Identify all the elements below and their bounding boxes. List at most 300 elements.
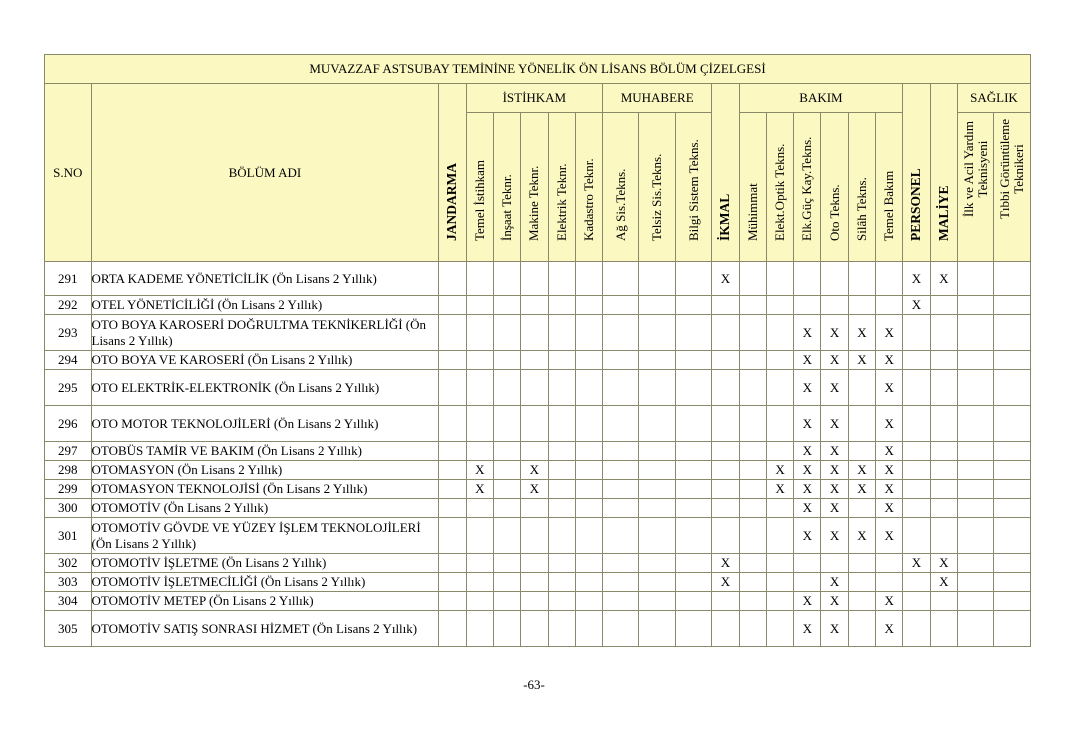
row-mark-cell <box>548 554 575 573</box>
row-mark-cell <box>639 480 675 499</box>
row-mark-cell <box>930 442 957 461</box>
row-mark-cell <box>766 351 793 370</box>
row-mark-cell <box>712 518 739 554</box>
row-mark-cell <box>603 554 639 573</box>
column-header: İKMAL <box>712 84 739 262</box>
row-mark-cell <box>466 296 493 315</box>
row-mark-cell <box>466 573 493 592</box>
row-mark-cell <box>794 554 821 573</box>
row-mark-cell: X <box>821 315 848 351</box>
row-mark-cell: X <box>766 461 793 480</box>
row-mark-cell <box>548 480 575 499</box>
row-mark-cell <box>493 296 520 315</box>
row-mark-cell <box>493 315 520 351</box>
row-mark-cell: X <box>821 406 848 442</box>
row-mark-cell <box>848 296 875 315</box>
row-mark-cell <box>957 370 993 406</box>
row-mark-cell <box>548 406 575 442</box>
row-mark-cell: X <box>876 480 903 499</box>
row-mark-cell: X <box>903 554 930 573</box>
row-mark-cell <box>439 573 466 592</box>
row-mark-cell <box>994 262 1031 296</box>
column-header: Silâh Tekns. <box>848 113 875 262</box>
row-mark-cell <box>675 315 711 351</box>
row-mark-cell <box>848 499 875 518</box>
row-mark-cell <box>439 499 466 518</box>
row-sno: 292 <box>45 296 92 315</box>
table-row <box>45 554 1031 573</box>
row-mark-cell <box>766 573 793 592</box>
row-mark-cell <box>575 592 602 611</box>
row-mark-cell <box>930 370 957 406</box>
row-mark-cell: X <box>821 442 848 461</box>
row-mark-cell <box>493 499 520 518</box>
row-mark-cell <box>575 461 602 480</box>
row-mark-cell <box>603 611 639 647</box>
row-mark-cell <box>739 611 766 647</box>
row-mark-cell <box>994 518 1031 554</box>
row-mark-cell <box>603 499 639 518</box>
row-mark-cell <box>639 554 675 573</box>
row-mark-cell: X <box>821 499 848 518</box>
row-department-name: OTOMOTİV METEP (Ön Lisans 2 Yıllık) <box>91 592 439 611</box>
row-mark-cell <box>575 406 602 442</box>
row-mark-cell: X <box>766 480 793 499</box>
row-mark-cell <box>739 573 766 592</box>
row-mark-cell <box>493 351 520 370</box>
row-mark-cell <box>548 573 575 592</box>
row-mark-cell <box>712 480 739 499</box>
row-mark-cell <box>876 573 903 592</box>
row-mark-cell <box>739 315 766 351</box>
row-mark-cell <box>712 370 739 406</box>
row-mark-cell <box>930 461 957 480</box>
row-mark-cell: X <box>876 442 903 461</box>
row-department-name: OTOMOTİV İŞLETMECİLİĞİ (Ön Lisans 2 Yıllık) <box>91 573 439 592</box>
row-mark-cell <box>739 554 766 573</box>
row-mark-cell <box>603 370 639 406</box>
row-mark-cell <box>903 592 930 611</box>
row-mark-cell <box>548 315 575 351</box>
row-mark-cell: X <box>876 370 903 406</box>
row-mark-cell <box>466 499 493 518</box>
row-mark-cell <box>957 592 993 611</box>
row-sno: 300 <box>45 499 92 518</box>
row-mark-cell <box>493 480 520 499</box>
row-mark-cell <box>848 442 875 461</box>
column-header: Elekt.Optik Tekns. <box>766 113 793 262</box>
row-mark-cell <box>930 480 957 499</box>
department-chart-table <box>44 54 1031 647</box>
row-mark-cell: X <box>821 611 848 647</box>
row-mark-cell <box>903 480 930 499</box>
row-mark-cell: X <box>466 480 493 499</box>
row-mark-cell <box>493 370 520 406</box>
row-mark-cell <box>930 351 957 370</box>
page-number: -63- <box>523 677 545 692</box>
column-header: PERSONEL <box>903 84 930 262</box>
row-department-name: OTO BOYA KAROSERİ DOĞRULTMA TEKNİKERLİĞİ (Ön Lisans 2 Yıllık) <box>91 315 439 351</box>
row-mark-cell: X <box>521 461 548 480</box>
row-mark-cell <box>994 611 1031 647</box>
row-mark-cell <box>439 480 466 499</box>
row-mark-cell <box>739 592 766 611</box>
row-mark-cell <box>439 518 466 554</box>
table-row <box>45 262 1031 296</box>
row-sno: 291 <box>45 262 92 296</box>
row-mark-cell <box>994 406 1031 442</box>
row-mark-cell <box>903 442 930 461</box>
row-mark-cell <box>994 592 1031 611</box>
row-mark-cell <box>521 262 548 296</box>
row-mark-cell <box>675 554 711 573</box>
row-mark-cell <box>930 518 957 554</box>
column-header: MALİYE <box>930 84 957 262</box>
row-mark-cell: X <box>903 262 930 296</box>
table-row <box>45 351 1031 370</box>
row-mark-cell <box>439 315 466 351</box>
row-mark-cell <box>521 296 548 315</box>
row-mark-cell <box>876 262 903 296</box>
row-mark-cell <box>994 442 1031 461</box>
row-mark-cell <box>766 499 793 518</box>
row-mark-cell <box>712 461 739 480</box>
row-mark-cell <box>712 406 739 442</box>
row-mark-cell <box>739 518 766 554</box>
row-mark-cell: X <box>930 573 957 592</box>
row-mark-cell <box>930 592 957 611</box>
row-department-name: OTOBÜS TAMİR VE BAKIM (Ön Lisans 2 Yıllık) <box>91 442 439 461</box>
row-sno: 293 <box>45 315 92 351</box>
row-mark-cell <box>575 554 602 573</box>
row-mark-cell <box>876 296 903 315</box>
row-mark-cell <box>466 592 493 611</box>
row-mark-cell <box>994 480 1031 499</box>
row-mark-cell: X <box>821 461 848 480</box>
row-mark-cell <box>548 611 575 647</box>
row-mark-cell <box>603 573 639 592</box>
row-mark-cell <box>439 351 466 370</box>
row-mark-cell <box>466 315 493 351</box>
table-row <box>45 296 1031 315</box>
row-mark-cell <box>675 442 711 461</box>
row-mark-cell <box>712 592 739 611</box>
row-mark-cell: X <box>876 518 903 554</box>
row-mark-cell <box>712 611 739 647</box>
table-header <box>45 55 1031 262</box>
row-mark-cell: X <box>794 480 821 499</box>
row-mark-cell <box>548 499 575 518</box>
row-mark-cell <box>994 461 1031 480</box>
chart-title: MUVAZZAF ASTSUBAY TEMİNİNE YÖNELİK ÖN LİSANS BÖLÜM ÇİZELGESİ <box>45 55 1031 84</box>
row-mark-cell <box>603 315 639 351</box>
row-mark-cell <box>548 592 575 611</box>
row-mark-cell <box>603 262 639 296</box>
row-mark-cell <box>766 296 793 315</box>
row-mark-cell <box>821 296 848 315</box>
row-department-name: OTOMOTİV SATIŞ SONRASI HİZMET (Ön Lisans 2 Yıllık) <box>91 611 439 647</box>
row-mark-cell <box>603 351 639 370</box>
row-mark-cell <box>575 480 602 499</box>
column-header: Mühimmat <box>739 113 766 262</box>
row-mark-cell <box>957 406 993 442</box>
table-body <box>45 262 1031 647</box>
sno-header: S.NO <box>45 84 92 262</box>
row-mark-cell: X <box>876 611 903 647</box>
row-mark-cell <box>712 296 739 315</box>
row-mark-cell: X <box>848 461 875 480</box>
row-mark-cell: X <box>848 480 875 499</box>
row-mark-cell <box>675 480 711 499</box>
table-row <box>45 592 1031 611</box>
row-mark-cell <box>675 611 711 647</box>
table-row <box>45 315 1031 351</box>
row-sno: 305 <box>45 611 92 647</box>
row-mark-cell: X <box>821 351 848 370</box>
row-mark-cell <box>575 370 602 406</box>
row-mark-cell: X <box>821 573 848 592</box>
row-mark-cell <box>957 480 993 499</box>
row-mark-cell: X <box>848 518 875 554</box>
row-mark-cell <box>466 406 493 442</box>
row-mark-cell <box>766 262 793 296</box>
row-mark-cell: X <box>876 499 903 518</box>
row-mark-cell <box>712 351 739 370</box>
row-mark-cell <box>575 315 602 351</box>
row-sno: 298 <box>45 461 92 480</box>
row-mark-cell <box>466 262 493 296</box>
table-row <box>45 499 1031 518</box>
row-mark-cell <box>575 442 602 461</box>
row-mark-cell <box>957 262 993 296</box>
row-mark-cell <box>794 262 821 296</box>
row-mark-cell: X <box>848 315 875 351</box>
column-header: Telsiz Sis.Tekns. <box>639 113 675 262</box>
row-mark-cell <box>639 442 675 461</box>
row-mark-cell <box>739 296 766 315</box>
row-mark-cell <box>439 461 466 480</box>
row-mark-cell: X <box>794 611 821 647</box>
group-header-muhabere: MUHABERE <box>603 84 712 113</box>
row-mark-cell <box>521 370 548 406</box>
row-mark-cell <box>639 296 675 315</box>
row-mark-cell <box>712 315 739 351</box>
row-sno: 296 <box>45 406 92 442</box>
row-mark-cell <box>675 351 711 370</box>
row-mark-cell <box>493 518 520 554</box>
row-department-name: OTOMASYON TEKNOLOJİSİ (Ön Lisans 2 Yıllık) <box>91 480 439 499</box>
row-mark-cell <box>603 461 639 480</box>
row-mark-cell <box>739 442 766 461</box>
row-mark-cell <box>994 351 1031 370</box>
row-sno: 304 <box>45 592 92 611</box>
row-mark-cell <box>548 351 575 370</box>
table-row <box>45 406 1031 442</box>
row-mark-cell <box>994 315 1031 351</box>
row-mark-cell <box>739 406 766 442</box>
row-mark-cell <box>675 499 711 518</box>
column-header: Oto Tekns. <box>821 113 848 262</box>
column-header: Ağ Sis.Tekns. <box>603 113 639 262</box>
row-mark-cell: X <box>876 406 903 442</box>
row-mark-cell <box>639 611 675 647</box>
group-header-istihkam: İSTİHKAM <box>466 84 602 113</box>
row-mark-cell <box>466 442 493 461</box>
row-mark-cell: X <box>794 442 821 461</box>
table-row <box>45 442 1031 461</box>
row-mark-cell <box>957 499 993 518</box>
table-row <box>45 611 1031 647</box>
row-mark-cell <box>930 611 957 647</box>
row-mark-cell <box>575 351 602 370</box>
row-mark-cell <box>603 518 639 554</box>
row-mark-cell <box>439 370 466 406</box>
row-mark-cell <box>466 611 493 647</box>
row-mark-cell <box>575 573 602 592</box>
row-mark-cell <box>575 611 602 647</box>
row-department-name: OTOMASYON (Ön Lisans 2 Yıllık) <box>91 461 439 480</box>
row-mark-cell <box>994 296 1031 315</box>
row-mark-cell <box>639 351 675 370</box>
row-mark-cell: X <box>794 406 821 442</box>
column-header: JANDARMA <box>439 84 466 262</box>
row-mark-cell <box>957 315 993 351</box>
row-mark-cell: X <box>848 351 875 370</box>
row-mark-cell <box>903 406 930 442</box>
row-mark-cell <box>903 611 930 647</box>
table-row <box>45 573 1031 592</box>
row-mark-cell <box>603 480 639 499</box>
column-header: Temel İstihkam <box>466 113 493 262</box>
row-mark-cell <box>493 611 520 647</box>
row-mark-cell <box>930 499 957 518</box>
row-mark-cell <box>639 518 675 554</box>
group-header-bakim: BAKIM <box>739 84 903 113</box>
group-header-saglik: SAĞLIK <box>957 84 1030 113</box>
row-department-name: OTO BOYA VE KAROSERİ (Ön Lisans 2 Yıllık) <box>91 351 439 370</box>
row-mark-cell <box>876 554 903 573</box>
row-mark-cell <box>848 592 875 611</box>
row-mark-cell: X <box>821 592 848 611</box>
row-mark-cell <box>848 573 875 592</box>
column-header: İlk ve Acil Yardım Teknisyeni <box>957 113 993 262</box>
row-mark-cell <box>493 262 520 296</box>
row-mark-cell <box>675 461 711 480</box>
row-mark-cell <box>548 296 575 315</box>
row-mark-cell <box>466 370 493 406</box>
row-mark-cell <box>739 480 766 499</box>
row-mark-cell <box>521 518 548 554</box>
row-mark-cell: X <box>876 351 903 370</box>
row-mark-cell: X <box>521 480 548 499</box>
row-sno: 297 <box>45 442 92 461</box>
row-department-name: OTO ELEKTRİK-ELEKTRONİK (Ön Lisans 2 Yıllık) <box>91 370 439 406</box>
row-mark-cell <box>639 406 675 442</box>
row-mark-cell: X <box>930 262 957 296</box>
row-mark-cell <box>930 315 957 351</box>
row-mark-cell <box>739 499 766 518</box>
row-mark-cell <box>957 573 993 592</box>
row-mark-cell <box>766 315 793 351</box>
row-mark-cell <box>794 573 821 592</box>
row-mark-cell <box>521 554 548 573</box>
row-mark-cell <box>675 518 711 554</box>
row-mark-cell <box>766 592 793 611</box>
row-mark-cell <box>521 611 548 647</box>
row-mark-cell <box>575 518 602 554</box>
table-row <box>45 461 1031 480</box>
row-sno: 303 <box>45 573 92 592</box>
row-mark-cell: X <box>876 315 903 351</box>
row-mark-cell: X <box>876 461 903 480</box>
row-mark-cell <box>957 296 993 315</box>
row-mark-cell <box>675 296 711 315</box>
row-mark-cell <box>903 370 930 406</box>
row-mark-cell <box>848 611 875 647</box>
row-mark-cell <box>848 406 875 442</box>
row-mark-cell <box>639 592 675 611</box>
row-mark-cell <box>521 499 548 518</box>
row-mark-cell <box>675 592 711 611</box>
row-mark-cell <box>957 554 993 573</box>
row-mark-cell <box>548 262 575 296</box>
row-mark-cell <box>930 296 957 315</box>
row-mark-cell <box>521 573 548 592</box>
row-mark-cell: X <box>794 518 821 554</box>
row-mark-cell <box>903 573 930 592</box>
row-mark-cell <box>639 461 675 480</box>
row-mark-cell <box>712 442 739 461</box>
row-mark-cell <box>639 315 675 351</box>
row-mark-cell: X <box>876 592 903 611</box>
row-mark-cell <box>766 442 793 461</box>
row-mark-cell <box>766 406 793 442</box>
table-row <box>45 480 1031 499</box>
row-mark-cell <box>548 461 575 480</box>
row-mark-cell <box>603 592 639 611</box>
row-mark-cell <box>712 499 739 518</box>
row-mark-cell <box>603 406 639 442</box>
row-sno: 294 <box>45 351 92 370</box>
row-mark-cell: X <box>794 370 821 406</box>
row-mark-cell <box>903 518 930 554</box>
row-sno: 295 <box>45 370 92 406</box>
row-mark-cell <box>575 296 602 315</box>
row-mark-cell <box>466 351 493 370</box>
row-mark-cell <box>766 518 793 554</box>
row-mark-cell <box>493 554 520 573</box>
row-mark-cell: X <box>712 554 739 573</box>
row-mark-cell: X <box>466 461 493 480</box>
row-mark-cell <box>521 592 548 611</box>
row-mark-cell <box>439 442 466 461</box>
table-row <box>45 518 1031 554</box>
row-mark-cell <box>903 461 930 480</box>
row-mark-cell: X <box>794 315 821 351</box>
row-mark-cell <box>548 442 575 461</box>
row-sno: 302 <box>45 554 92 573</box>
column-header: Makine Teknr. <box>521 113 548 262</box>
row-mark-cell <box>821 554 848 573</box>
row-mark-cell <box>439 592 466 611</box>
row-department-name: ORTA KADEME YÖNETİCİLİK (Ön Lisans 2 Yıllık) <box>91 262 439 296</box>
row-mark-cell: X <box>794 351 821 370</box>
row-mark-cell <box>739 351 766 370</box>
row-mark-cell <box>766 611 793 647</box>
row-mark-cell: X <box>794 592 821 611</box>
row-mark-cell <box>439 262 466 296</box>
row-mark-cell <box>739 461 766 480</box>
